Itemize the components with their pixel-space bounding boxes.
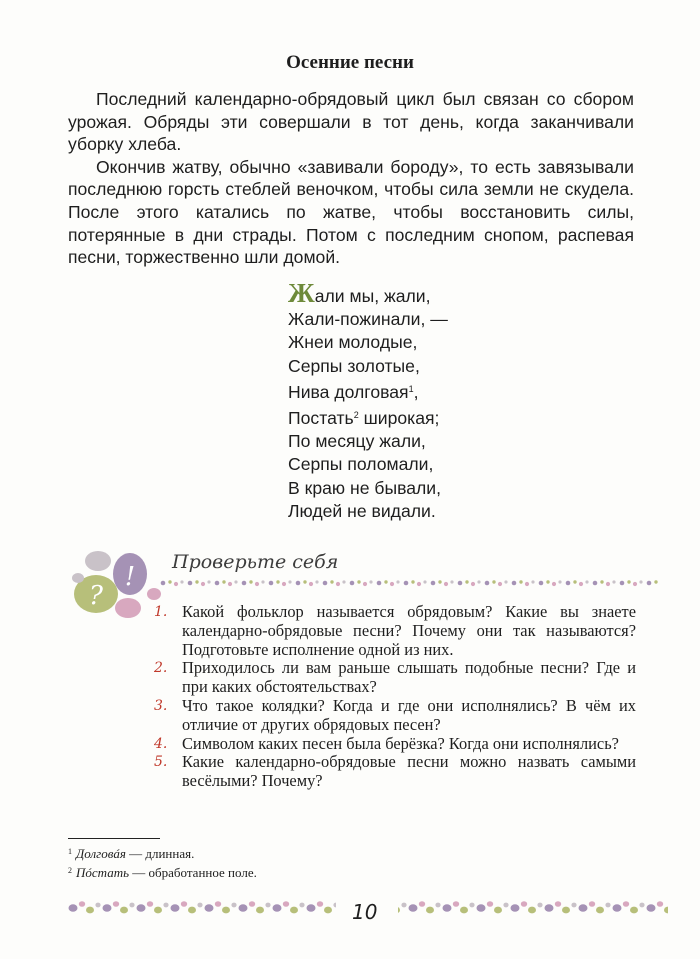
question-number: 1. [154,604,168,620]
paragraph-2: Окончив жатву, обычно «завивали бороду», то есть завязывали последнюю горсть стеблей веночком, чтобы сила земли не скудела. После этого катались по жатве, чтобы восстановить силы, потерянные в дни страды. Потом с последним снопом, распевая песни, торжественно шли домой. [68,156,634,268]
questions-list [154,603,636,791]
poem-line-10: Людей не видали. [288,500,436,521]
paragraph-1: Последний календарно-обрядовый цикл был связан со сбором урожая. Обряды эти совершали в тот день, когда заканчивали уборку хлеба. [68,89,634,155]
exclamation-mark-icon: ! [124,562,136,592]
intro-text [68,88,634,269]
question-text: Символом каких песен была берёзка? Когда они исполнялись? [182,733,619,753]
poem-line-9: В краю не бывали, [288,477,442,498]
dotted-divider [160,577,660,589]
poem-line-8: Серпы поломали, [288,454,434,475]
question-item [154,603,636,659]
poem-line-7: По месяцу жали, [288,431,426,452]
question-number: 5. [154,754,168,771]
poem-dropcap: Ж [288,278,315,308]
poem-line-5: Нива долговая$^1$, [288,381,419,402]
question-item [154,753,636,791]
page-number: 10 [352,900,378,924]
question-number: 2. [154,660,168,677]
footnote-ref-1: 1 [408,383,414,394]
check-yourself-icon [66,548,166,628]
poem-line-1: Жали мы, жали, [288,278,431,308]
footnote-term: Долговáя [76,846,126,861]
question-item [154,697,636,735]
poem-line-2: Жали-пожинали, — [288,309,448,330]
question-number: 4. [154,735,168,752]
poem-line-4: Серпы золотые, [288,355,420,376]
footnote-1: $^1$ Долговáя — длинная. [68,846,195,861]
footnote-definition: — обработанное поле. [129,865,257,880]
question-mark-icon: ? [89,581,103,611]
harvest-poem [288,278,448,523]
footnotes [68,843,257,881]
poem-line-6: Постать$^2$ широкая; [288,408,440,429]
section-heading: Проверьте себя [172,551,339,573]
footnote-definition: — длинная. [125,846,195,861]
footnote-rule [68,838,160,839]
question-item [154,735,636,754]
question-text: Какой фольклор называется обрядовым? Какие вы знаете календарно-обрядовые песни? Почему они так называются? Подготовьте исполнение одной из них. [182,602,636,659]
question-text: Что такое колядки? Когда и где они исполнялись? В чём их отличие от других обрядовых песен? [182,695,636,734]
poem-line-3: Жнеи молодые, [288,332,418,353]
question-text: Какие календарно-обрядовые песни можно назвать самыми весёлыми? Почему? [182,752,636,791]
question-item [154,659,636,697]
page-title: Осенние песни [286,52,414,73]
footnote-ref-2: 2 [353,410,359,421]
footnote-2: $^2$ Пóстать — обработанное поле. [68,865,257,880]
footnote-term: Пóстать [76,865,130,880]
question-number: 3. [154,697,168,714]
question-text: Приходилось ли вам раньше слышать подобные песни? Где и при каких обстоятельствах? [182,658,636,697]
